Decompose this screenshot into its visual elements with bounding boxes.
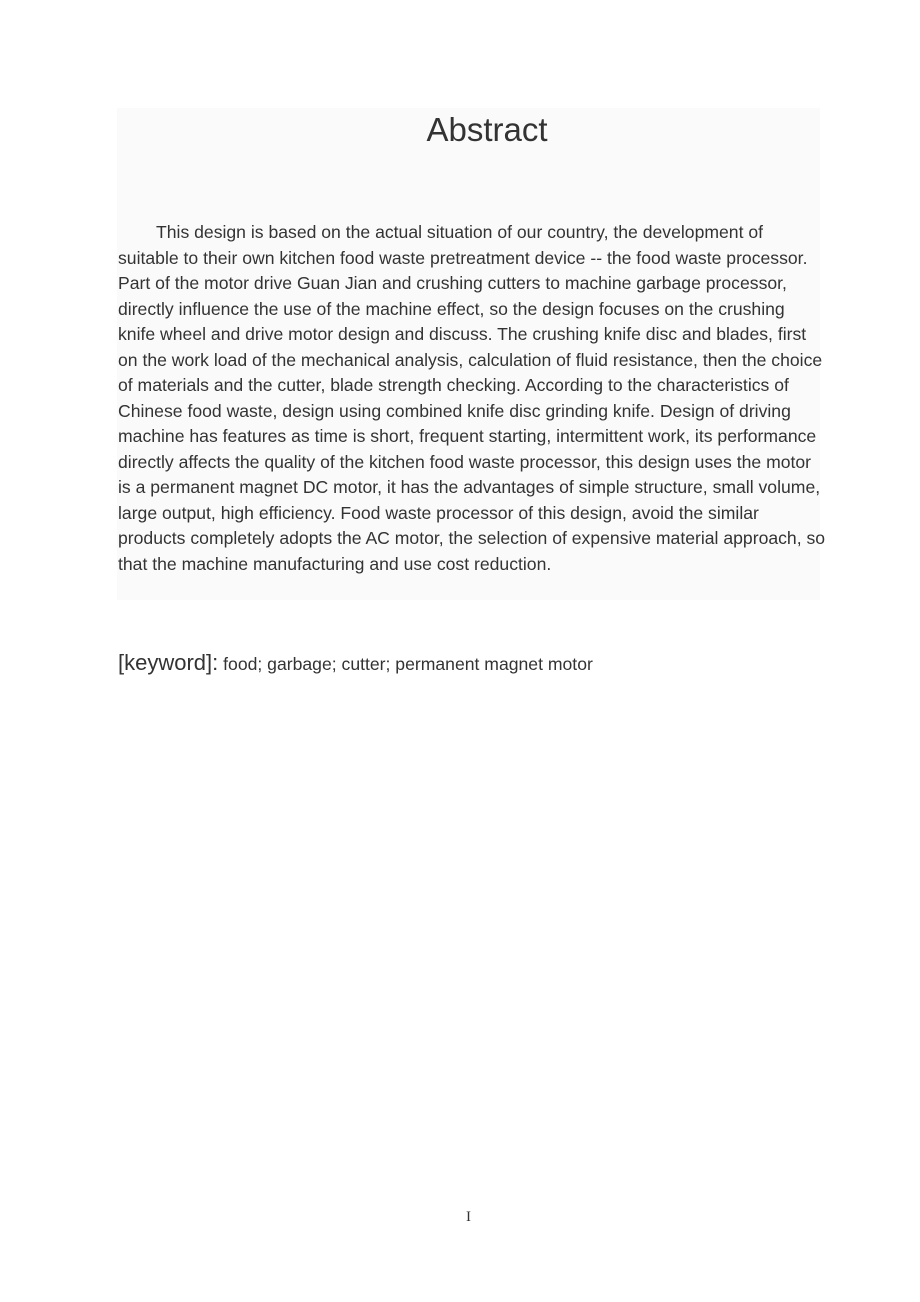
page-number: I (466, 1209, 471, 1225)
keyword-line (118, 649, 828, 680)
page-title: Abstract (426, 111, 548, 148)
keyword-values: food; garbage; cutter; permanent magnet motor (218, 654, 593, 674)
abstract-body: This design is based on the actual situation of our country, the development of suitable to their own kitchen food waste pretreatment device -- the food waste processor. Part of the motor drive Guan Jian and crushing cutters to machine garbage processor, directly influence the use of the machine effect, so the design focuses on the crushing knife wheel and drive motor design and discuss. The crushing knife disc and blades, first on the work load of the mechanical analysis, calculation of fluid resistance, then the choice of materials and the cutter, blade strength checking. According to the characteristics of Chinese food waste, design using combined knife disc grinding knife. Design of driving machine has features as time is short, frequent starting, intermittent work, its performance directly affects the quality of the kitchen food waste processor, this design uses the motor is a permanent magnet DC motor, it has the advantages of simple structure, small volume, large output, high efficiency. Food waste processor of this design, avoid the similar products completely adopts the AC motor, the selection of expensive material approach, so that the machine manufacturing and use cost reduction. (118, 222, 826, 574)
keyword-label: [keyword]: (118, 650, 219, 675)
